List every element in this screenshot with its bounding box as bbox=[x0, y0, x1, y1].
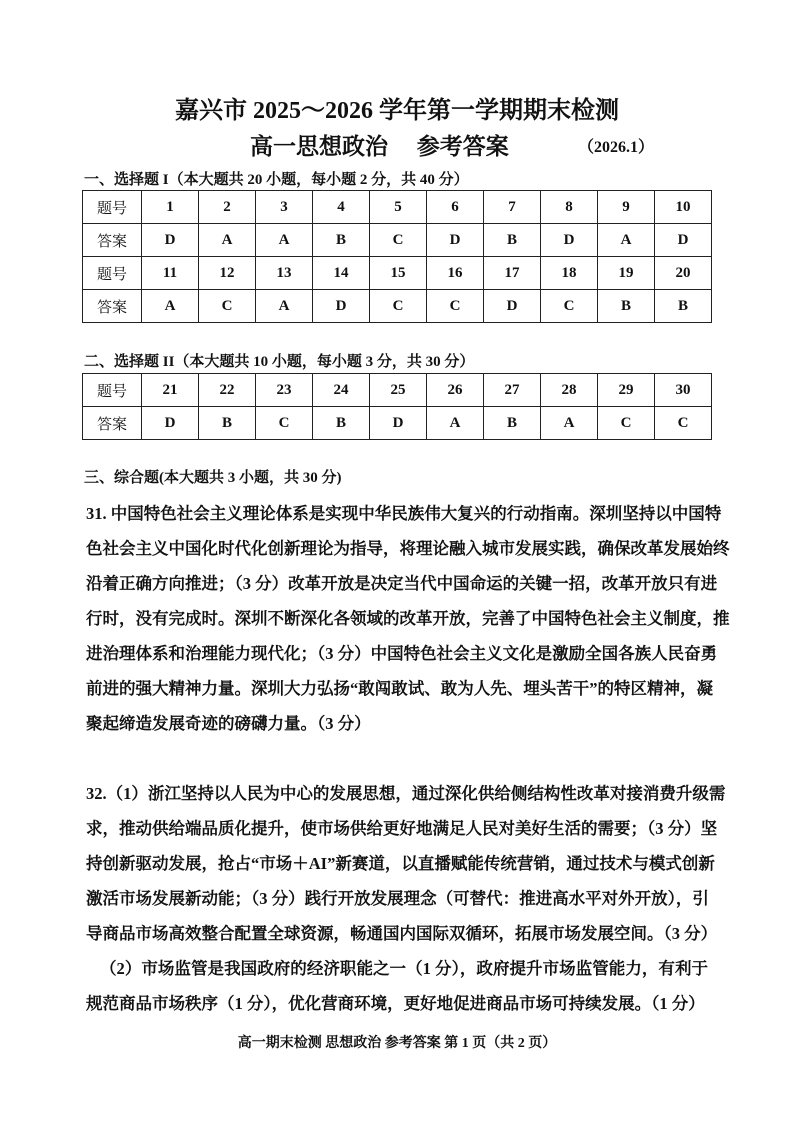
table-cell: B bbox=[484, 407, 541, 440]
answer-table-2 bbox=[82, 373, 712, 440]
table-cell: 1 bbox=[142, 191, 199, 224]
table-row bbox=[83, 374, 712, 407]
table-cell: 27 bbox=[484, 374, 541, 407]
table-cell: B bbox=[199, 407, 256, 440]
table-cell: 15 bbox=[370, 257, 427, 290]
table-cell: D bbox=[655, 224, 712, 257]
text-line: 沿着正确方向推进；（3 分）改革开放是决定当代中国命运的关键一招，改革开放只有进 bbox=[86, 574, 718, 593]
table-cell: B bbox=[655, 290, 712, 323]
table-cell: B bbox=[484, 224, 541, 257]
table-cell: 10 bbox=[655, 191, 712, 224]
row-label: 题号 bbox=[83, 257, 142, 290]
table-cell: C bbox=[370, 290, 427, 323]
table-row bbox=[83, 191, 712, 224]
answer-table-1 bbox=[82, 190, 712, 323]
table-cell: C bbox=[370, 224, 427, 257]
table-cell: D bbox=[142, 224, 199, 257]
table-cell: 21 bbox=[142, 374, 199, 407]
document-title: 嘉兴市 2025～2026 学年第一学期期末检测 bbox=[175, 98, 619, 124]
table-cell: D bbox=[484, 290, 541, 323]
table-row bbox=[83, 224, 712, 257]
text-line: 规范商品市场秩序（1 分），优化营商环境，更好地促进商品市场可持续发展。（1 分） bbox=[86, 994, 705, 1013]
text-line: 色社会主义中国化时代化创新理论为指导，将理论融入城市发展实践，确保改革发展始终 bbox=[86, 539, 730, 558]
table-cell: 30 bbox=[655, 374, 712, 407]
table-cell: 7 bbox=[484, 191, 541, 224]
table-cell: C bbox=[199, 290, 256, 323]
table-row bbox=[83, 290, 712, 323]
table-cell: 13 bbox=[256, 257, 313, 290]
table-cell: 6 bbox=[427, 191, 484, 224]
table-cell: B bbox=[313, 407, 370, 440]
document-subtitle: 高一思想政治 参考答案 bbox=[250, 134, 509, 159]
page-footer: 高一期末检测 思想政治 参考答案 第 1 页（共 2 页） bbox=[237, 1036, 557, 1051]
table-cell: 14 bbox=[313, 257, 370, 290]
table-cell: 12 bbox=[199, 257, 256, 290]
table-cell: A bbox=[142, 290, 199, 323]
text-line: 进治理体系和治理能力现代化；（3 分）中国特色社会主义文化是激励全国各族人民奋勇 bbox=[86, 644, 718, 663]
table-cell: C bbox=[598, 407, 655, 440]
table-cell: A bbox=[256, 224, 313, 257]
table-cell: D bbox=[313, 290, 370, 323]
text-line: 激活市场发展新动能；（3 分）践行开放发展理念（可替代：推进高水平对外开放），引 bbox=[86, 889, 709, 908]
table-cell: 28 bbox=[541, 374, 598, 407]
table-cell: 22 bbox=[199, 374, 256, 407]
table-cell: A bbox=[541, 407, 598, 440]
table-cell: 24 bbox=[313, 374, 370, 407]
text-line: （2）市场监管是我国政府的经济职能之一（1 分），政府提升市场监管能力，有利于 bbox=[100, 959, 708, 978]
table-cell: C bbox=[256, 407, 313, 440]
row-label: 答案 bbox=[83, 290, 142, 323]
table-cell: 9 bbox=[598, 191, 655, 224]
table-cell: 25 bbox=[370, 374, 427, 407]
table-cell: A bbox=[256, 290, 313, 323]
table-cell: D bbox=[370, 407, 427, 440]
row-label: 答案 bbox=[83, 407, 142, 440]
table-row bbox=[83, 257, 712, 290]
table-cell: D bbox=[142, 407, 199, 440]
table-cell: D bbox=[427, 224, 484, 257]
table-cell: 20 bbox=[655, 257, 712, 290]
table-cell: A bbox=[199, 224, 256, 257]
text-line: 导商品市场高效整合配置全球资源，畅通国内国际双循环，拓展市场发展空间。（3 分） bbox=[86, 924, 718, 943]
row-label: 答案 bbox=[83, 224, 142, 257]
table-cell: B bbox=[598, 290, 655, 323]
section2-heading: 二、选择题 II（本大题共 10 小题，每小题 3 分，共 30 分） bbox=[84, 354, 475, 370]
table-cell: 4 bbox=[313, 191, 370, 224]
table-cell: C bbox=[655, 407, 712, 440]
table-cell: B bbox=[313, 224, 370, 257]
table-cell: A bbox=[427, 407, 484, 440]
table-cell: 16 bbox=[427, 257, 484, 290]
row-label: 题号 bbox=[83, 374, 142, 407]
section1-heading: 一、选择题 I（本大题共 20 小题，每小题 2 分，共 40 分） bbox=[84, 172, 469, 188]
table-cell: 23 bbox=[256, 374, 313, 407]
table-cell: 3 bbox=[256, 191, 313, 224]
table-cell: A bbox=[598, 224, 655, 257]
table-cell: 17 bbox=[484, 257, 541, 290]
table-row bbox=[83, 407, 712, 440]
table-cell: D bbox=[541, 224, 598, 257]
text-line: 前进的强大精神力量。深圳大力弘扬“敢闯敢试、敢为人先、埋头苦干”的特区精神，凝 bbox=[86, 679, 713, 698]
table-cell: 8 bbox=[541, 191, 598, 224]
table-cell: 2 bbox=[199, 191, 256, 224]
text-line: 求，推动供给端品质化提升，使市场供给更好地满足人民对美好生活的需要；（3 分）坚 bbox=[86, 819, 718, 838]
text-line: 行时，没有完成时。深圳不断深化各领域的改革开放，完善了中国特色社会主义制度，推 bbox=[86, 609, 730, 628]
table-cell: 5 bbox=[370, 191, 427, 224]
text-line: 聚起缔造发展奇迹的磅礴力量。（3 分） bbox=[86, 714, 371, 733]
table-cell: C bbox=[427, 290, 484, 323]
table-cell: C bbox=[541, 290, 598, 323]
table-cell: 26 bbox=[427, 374, 484, 407]
table-cell: 18 bbox=[541, 257, 598, 290]
text-line: 32.（1）浙江坚持以人民为中心的发展思想，通过深化供给侧结构性改革对接消费升级需 bbox=[86, 784, 726, 803]
table-cell: 19 bbox=[598, 257, 655, 290]
text-line: 持创新驱动发展，抢占“市场＋AI”新赛道，以直播赋能传统营销，通过技术与模式创新 bbox=[86, 854, 715, 873]
table-cell: 11 bbox=[142, 257, 199, 290]
section3-heading: 三、综合题(本大题共 3 小题，共 30 分) bbox=[84, 470, 342, 486]
document-date: （2026.1） bbox=[578, 139, 655, 156]
table-cell: 29 bbox=[598, 374, 655, 407]
text-line: 31. 中国特色社会主义理论体系是实现中华民族伟大复兴的行动指南。深圳坚持以中国特 bbox=[86, 504, 722, 523]
row-label: 题号 bbox=[83, 191, 142, 224]
